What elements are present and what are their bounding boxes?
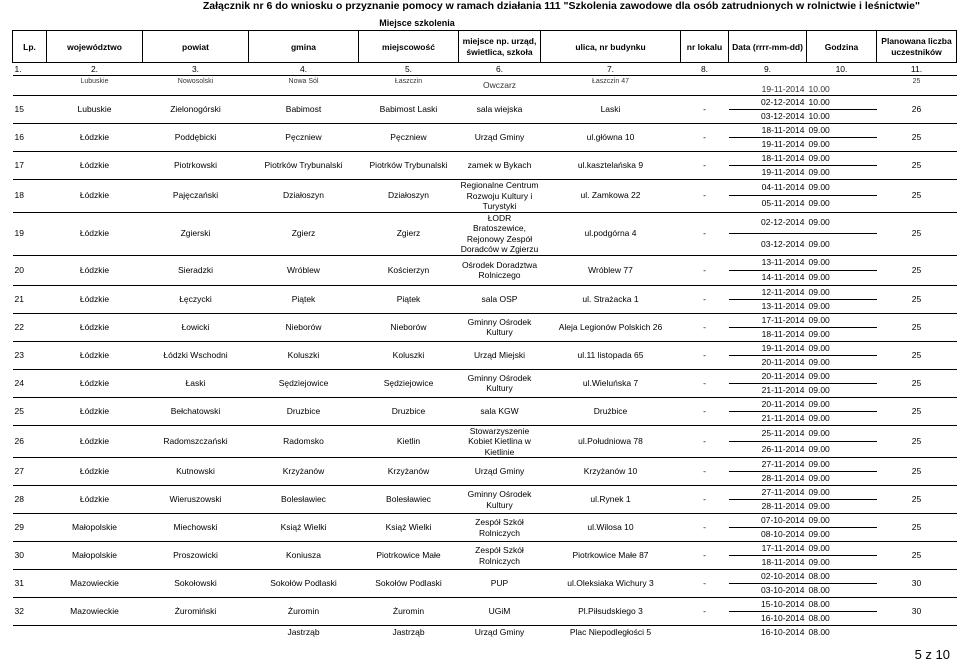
row-miejscowosc: Sokołów Podlaski bbox=[359, 570, 459, 598]
row-miejsce: sala OSP bbox=[459, 285, 541, 313]
row-ulica: Pl.Piłsudskiego 3 bbox=[541, 598, 681, 626]
row-time-1: 10.00 bbox=[807, 96, 877, 110]
row-miejscowosc: Książ Wielki bbox=[359, 514, 459, 542]
row-wojewodztwo: Mazowieckie bbox=[47, 570, 143, 598]
row-date-1: 07-10-2014 bbox=[729, 514, 807, 528]
row-lokal: - bbox=[681, 542, 729, 570]
colnum-4: 4. bbox=[249, 63, 359, 76]
table-row bbox=[13, 285, 957, 299]
row-time-1: 09.00 bbox=[807, 397, 877, 411]
last-date: 16-10-2014 bbox=[761, 626, 805, 637]
row-time-1: 09.00 bbox=[807, 124, 877, 138]
row-time-2: 08.00 bbox=[807, 612, 877, 626]
colnum-5: 5. bbox=[359, 63, 459, 76]
row-time-2: 09.00 bbox=[807, 234, 877, 256]
row-time-1: 09.00 bbox=[807, 514, 877, 528]
row-wojewodztwo: Łódzkie bbox=[47, 341, 143, 369]
header-liczba: Planowana liczba uczestników bbox=[877, 31, 957, 63]
header-wojewodztwo: województwo bbox=[47, 31, 143, 63]
row-ulica: ul. Strażacka 1 bbox=[541, 285, 681, 313]
row-time-1: 09.00 bbox=[807, 212, 877, 234]
row-miejsce: Ośrodek Doradztwa Rolniczego bbox=[459, 255, 541, 285]
row-ulica: ul.11 listopada 65 bbox=[541, 341, 681, 369]
row-time-2: 09.00 bbox=[807, 355, 877, 369]
row-date-2: 28-11-2014 bbox=[729, 472, 807, 486]
row-wojewodztwo: Mazowieckie bbox=[47, 598, 143, 626]
row-gmina: Koniusza bbox=[249, 542, 359, 570]
row-ulica: Laski bbox=[541, 96, 681, 124]
row-time-2: 08.00 bbox=[807, 584, 877, 598]
row-count: 25 bbox=[877, 425, 957, 458]
header-godzina: Godzina bbox=[807, 31, 877, 63]
row-wojewodztwo: Lubuskie bbox=[47, 96, 143, 124]
row-date-2: 03-12-2014 bbox=[729, 234, 807, 256]
row-date-2: 08-10-2014 bbox=[729, 528, 807, 542]
row-wojewodztwo: Łódzkie bbox=[47, 458, 143, 486]
row-lp: 20 bbox=[13, 255, 47, 285]
row-date-1: 04-11-2014 bbox=[729, 180, 807, 196]
colnum-11: 11. bbox=[877, 63, 957, 76]
table-row-last bbox=[13, 626, 957, 639]
row-miejsce: PUP bbox=[459, 570, 541, 598]
row-gmina: Piotrków Trybunalski bbox=[249, 152, 359, 180]
row-ulica: ul.główna 10 bbox=[541, 124, 681, 152]
row-lp: 28 bbox=[13, 486, 47, 514]
row-date-1: 02-12-2014 bbox=[729, 96, 807, 110]
row-gmina: Bolesławiec bbox=[249, 486, 359, 514]
row-time-2: 09.00 bbox=[807, 528, 877, 542]
row-lp: 31 bbox=[13, 570, 47, 598]
row-powiat: Zielonogórski bbox=[143, 96, 249, 124]
row-date-2: 18-11-2014 bbox=[729, 556, 807, 570]
partial-table-row bbox=[13, 76, 957, 96]
row-wojewodztwo: Łódzkie bbox=[47, 397, 143, 425]
row-miejscowosc: Kietlin bbox=[359, 425, 459, 458]
row-gmina: Wróblew bbox=[249, 255, 359, 285]
row-powiat: Wieruszowski bbox=[143, 486, 249, 514]
row-time-1: 09.00 bbox=[807, 313, 877, 327]
row-time-1: 09.00 bbox=[807, 341, 877, 355]
row-date-2: 20-11-2014 bbox=[729, 355, 807, 369]
row-lokal: - bbox=[681, 486, 729, 514]
row-lp: 22 bbox=[13, 313, 47, 341]
row-date-2: 03-12-2014 bbox=[729, 110, 807, 124]
colnum-6: 6. bbox=[459, 63, 541, 76]
row-lp: 32 bbox=[13, 598, 47, 626]
row-time-2: 09.00 bbox=[807, 327, 877, 341]
last-miejsce: Urząd Gminy bbox=[474, 626, 525, 637]
row-time-2: 09.00 bbox=[807, 166, 877, 180]
row-powiat: Żuromiński bbox=[143, 598, 249, 626]
row-ulica: ul. Zamkowa 22 bbox=[541, 180, 681, 213]
row-count: 25 bbox=[877, 397, 957, 425]
row-powiat: Łowicki bbox=[143, 313, 249, 341]
row-wojewodztwo: Łódzkie bbox=[47, 212, 143, 255]
row-gmina: Krzyżanów bbox=[249, 458, 359, 486]
table-row bbox=[13, 313, 957, 327]
row-count: 25 bbox=[877, 285, 957, 313]
row-wojewodztwo: Łódzkie bbox=[47, 285, 143, 313]
row-gmina: Działoszyn bbox=[249, 180, 359, 213]
row-miejsce: Zespół Szkół Rolniczych bbox=[459, 514, 541, 542]
table-row bbox=[13, 397, 957, 411]
row-gmina: Koluszki bbox=[249, 341, 359, 369]
table-row bbox=[13, 152, 957, 166]
last-miejscowosc: Jastrząb bbox=[392, 626, 425, 637]
table-row bbox=[13, 514, 957, 528]
row-count: 25 bbox=[877, 124, 957, 152]
header-row bbox=[13, 31, 957, 63]
row-miejsce: Gminny Ośrodek Kultury bbox=[459, 313, 541, 341]
row-count: 30 bbox=[877, 598, 957, 626]
row-gmina: Babimost bbox=[249, 96, 359, 124]
partial-miejscowosc: Łaszczin bbox=[359, 76, 459, 96]
row-date-1: 17-11-2014 bbox=[729, 313, 807, 327]
row-miejscowosc: Kościerzyn bbox=[359, 255, 459, 285]
row-count: 30 bbox=[877, 570, 957, 598]
row-time-2: 09.00 bbox=[807, 138, 877, 152]
row-date-2: 21-11-2014 bbox=[729, 411, 807, 425]
row-ulica: ul.Oleksiaka Wichury 3 bbox=[541, 570, 681, 598]
row-powiat: Łaski bbox=[143, 369, 249, 397]
row-date-1: 27-11-2014 bbox=[729, 486, 807, 500]
row-time-1: 09.00 bbox=[807, 255, 877, 270]
row-miejsce: ŁODR Bratoszewice, Rejonowy Zespół Doradców w Zgierzu bbox=[459, 212, 541, 255]
row-date-1: 20-11-2014 bbox=[729, 369, 807, 383]
table-row bbox=[13, 542, 957, 556]
row-lokal: - bbox=[681, 212, 729, 255]
row-count: 25 bbox=[877, 212, 957, 255]
row-lokal: - bbox=[681, 598, 729, 626]
partial-ulica: Łaszczin 47 bbox=[541, 76, 681, 96]
row-lp: 15 bbox=[13, 96, 47, 124]
row-count: 25 bbox=[877, 486, 957, 514]
row-date-2: 13-11-2014 bbox=[729, 299, 807, 313]
row-wojewodztwo: Łódzkie bbox=[47, 313, 143, 341]
row-miejsce: Gminny Ośrodek Kultury bbox=[459, 369, 541, 397]
row-lokal: - bbox=[681, 180, 729, 213]
colnum-1: 1. bbox=[13, 63, 47, 76]
row-miejsce: Urząd Gminy bbox=[459, 458, 541, 486]
row-lokal: - bbox=[681, 124, 729, 152]
row-wojewodztwo: Łódzkie bbox=[47, 369, 143, 397]
row-count: 25 bbox=[877, 313, 957, 341]
last-gmina: Jastrząb bbox=[287, 626, 320, 637]
row-powiat: Sieradzki bbox=[143, 255, 249, 285]
row-lokal: - bbox=[681, 425, 729, 458]
row-time-2: 09.00 bbox=[807, 472, 877, 486]
table-row bbox=[13, 212, 957, 234]
table-row bbox=[13, 180, 957, 196]
row-lokal: - bbox=[681, 369, 729, 397]
colnum-2: 2. bbox=[47, 63, 143, 76]
row-miejscowosc: Bolesławiec bbox=[359, 486, 459, 514]
row-lp: 21 bbox=[13, 285, 47, 313]
row-miejscowosc: Działoszyn bbox=[359, 180, 459, 213]
row-date-1: 19-11-2014 bbox=[729, 341, 807, 355]
schedule-table-wrapper bbox=[12, 30, 956, 639]
row-lokal: - bbox=[681, 341, 729, 369]
colnum-9: 9. bbox=[729, 63, 807, 76]
row-gmina: Sędziejowice bbox=[249, 369, 359, 397]
row-date-1: 02-10-2014 bbox=[729, 570, 807, 584]
row-time-2: 09.00 bbox=[807, 270, 877, 285]
row-miejsce: zamek w Bykach bbox=[459, 152, 541, 180]
header-lokal: nr lokalu bbox=[681, 31, 729, 63]
row-lokal: - bbox=[681, 152, 729, 180]
row-count: 25 bbox=[877, 514, 957, 542]
partial-time: 10.00 bbox=[807, 76, 877, 96]
row-powiat: Sokołowski bbox=[143, 570, 249, 598]
row-time-2: 09.00 bbox=[807, 556, 877, 570]
row-time-2: 09.00 bbox=[807, 411, 877, 425]
row-count: 25 bbox=[877, 369, 957, 397]
row-date-1: 02-12-2014 bbox=[729, 212, 807, 234]
row-date-1: 25-11-2014 bbox=[729, 425, 807, 441]
row-lp: 27 bbox=[13, 458, 47, 486]
row-time-2: 09.00 bbox=[807, 383, 877, 397]
colnum-3: 3. bbox=[143, 63, 249, 76]
row-miejscowosc: Piotrkowice Małe bbox=[359, 542, 459, 570]
table-row bbox=[13, 255, 957, 270]
partial-gmina: Nowa Sól bbox=[249, 76, 359, 96]
row-date-1: 13-11-2014 bbox=[729, 255, 807, 270]
document-title: Załącznik nr 6 do wniosku o przyznanie pomocy w ramach działania 111 "Szkolenia zawodowe dla osób zatrudnionych w rolnictwie i leśnictwie" bbox=[202, 0, 920, 12]
row-ulica: ul.Wilosa 10 bbox=[541, 514, 681, 542]
row-miejscowosc: Krzyżanów bbox=[359, 458, 459, 486]
row-date-2: 14-11-2014 bbox=[729, 270, 807, 285]
row-miejsce: UGiM bbox=[459, 598, 541, 626]
row-count: 25 bbox=[877, 341, 957, 369]
row-date-1: 18-11-2014 bbox=[729, 152, 807, 166]
row-miejscowosc: Pęczniew bbox=[359, 124, 459, 152]
row-powiat: Kutnowski bbox=[143, 458, 249, 486]
row-lp: 30 bbox=[13, 542, 47, 570]
row-date-1: 12-11-2014 bbox=[729, 285, 807, 299]
header-group-label: Miejsce szkolenia bbox=[379, 18, 455, 28]
row-lp: 18 bbox=[13, 180, 47, 213]
row-gmina: Druzbice bbox=[249, 397, 359, 425]
row-lp: 16 bbox=[13, 124, 47, 152]
table-row bbox=[13, 124, 957, 138]
table-row bbox=[13, 486, 957, 500]
schedule-table bbox=[12, 30, 957, 639]
row-time-1: 09.00 bbox=[807, 285, 877, 299]
row-miejsce: Stowarzyszenie Kobiet Kietlina w Kietlinie bbox=[459, 425, 541, 458]
row-time-2: 10.00 bbox=[807, 110, 877, 124]
row-gmina: Radomsko bbox=[249, 425, 359, 458]
row-ulica: Aleja Legionów Polskich 26 bbox=[541, 313, 681, 341]
row-lokal: - bbox=[681, 514, 729, 542]
row-miejscowosc: Żuromin bbox=[359, 598, 459, 626]
row-wojewodztwo: Łódzkie bbox=[47, 152, 143, 180]
row-powiat: Poddębicki bbox=[143, 124, 249, 152]
colnum-10: 10. bbox=[807, 63, 877, 76]
row-lp: 17 bbox=[13, 152, 47, 180]
row-powiat: Łódzki Wschodni bbox=[143, 341, 249, 369]
row-miejscowosc: Piątek bbox=[359, 285, 459, 313]
row-miejscowosc: Druzbice bbox=[359, 397, 459, 425]
row-lokal: - bbox=[681, 458, 729, 486]
row-date-2: 28-11-2014 bbox=[729, 500, 807, 514]
table-body bbox=[13, 76, 957, 639]
row-miejsce: sala wiejska bbox=[459, 96, 541, 124]
header-gmina: gmina bbox=[249, 31, 359, 63]
row-count: 25 bbox=[877, 255, 957, 285]
table-row bbox=[13, 598, 957, 612]
row-powiat: Miechowski bbox=[143, 514, 249, 542]
row-wojewodztwo: Łódzkie bbox=[47, 255, 143, 285]
partial-date: 19-11-2014 bbox=[729, 76, 807, 96]
row-ulica: ul.kasztelańska 9 bbox=[541, 152, 681, 180]
row-powiat: Bełchatowski bbox=[143, 397, 249, 425]
header-ulica: ulica, nr budynku bbox=[541, 31, 681, 63]
header-miejscowosc: miejscowość bbox=[359, 31, 459, 63]
row-time-1: 09.00 bbox=[807, 486, 877, 500]
row-wojewodztwo: Małopolskie bbox=[47, 542, 143, 570]
row-lokal: - bbox=[681, 313, 729, 341]
row-date-1: 18-11-2014 bbox=[729, 124, 807, 138]
row-date-2: 05-11-2014 bbox=[729, 196, 807, 212]
row-date-2: 03-10-2014 bbox=[729, 584, 807, 598]
row-count: 26 bbox=[877, 96, 957, 124]
row-miejsce: Urząd Gminy bbox=[459, 124, 541, 152]
row-date-1: 15-10-2014 bbox=[729, 598, 807, 612]
row-gmina: Sokołów Podlaski bbox=[249, 570, 359, 598]
row-miejscowosc: Nieborów bbox=[359, 313, 459, 341]
row-date-1: 27-11-2014 bbox=[729, 458, 807, 472]
row-date-2: 16-10-2014 bbox=[729, 612, 807, 626]
row-powiat: Zgierski bbox=[143, 212, 249, 255]
row-powiat: Radomszczański bbox=[143, 425, 249, 458]
row-time-1: 08.00 bbox=[807, 570, 877, 584]
column-number-row bbox=[13, 63, 957, 76]
row-time-1: 09.00 bbox=[807, 369, 877, 383]
row-lp: 26 bbox=[13, 425, 47, 458]
partial-powiat: Nowosolski bbox=[143, 76, 249, 96]
row-ulica: ul.podgórna 4 bbox=[541, 212, 681, 255]
row-count: 25 bbox=[877, 180, 957, 213]
row-date-1: 17-11-2014 bbox=[729, 542, 807, 556]
row-ulica: ul.Rynek 1 bbox=[541, 486, 681, 514]
row-date-2: 19-11-2014 bbox=[729, 138, 807, 152]
row-ulica: Drużbice bbox=[541, 397, 681, 425]
table-row bbox=[13, 425, 957, 441]
row-powiat: Piotrkowski bbox=[143, 152, 249, 180]
colnum-8: 8. bbox=[681, 63, 729, 76]
row-lp: 24 bbox=[13, 369, 47, 397]
row-miejsce: Regionalne Centrum Rozwoju Kultury i Turystyki bbox=[459, 180, 541, 213]
row-powiat: Proszowicki bbox=[143, 542, 249, 570]
row-date-2: 26-11-2014 bbox=[729, 441, 807, 457]
row-time-2: 09.00 bbox=[807, 500, 877, 514]
row-miejscowosc: Zgierz bbox=[359, 212, 459, 255]
header-lp: Lp. bbox=[13, 31, 47, 63]
partial-woj: Lubuskie bbox=[47, 76, 143, 96]
row-time-1: 09.00 bbox=[807, 458, 877, 472]
row-lokal: - bbox=[681, 255, 729, 285]
table-row bbox=[13, 369, 957, 383]
row-date-2: 21-11-2014 bbox=[729, 383, 807, 397]
header-data: Data (rrrr-mm-dd) bbox=[729, 31, 807, 63]
table-row bbox=[13, 458, 957, 472]
row-gmina: Żuromin bbox=[249, 598, 359, 626]
row-time-2: 09.00 bbox=[807, 441, 877, 457]
row-wojewodztwo: Łódzkie bbox=[47, 124, 143, 152]
row-ulica: Piotrkowice Małe 87 bbox=[541, 542, 681, 570]
table-row bbox=[13, 570, 957, 584]
row-lokal: - bbox=[681, 285, 729, 313]
row-time-1: 09.00 bbox=[807, 542, 877, 556]
row-lokal: - bbox=[681, 570, 729, 598]
row-lp: 19 bbox=[13, 212, 47, 255]
row-miejsce: Urząd Miejski bbox=[459, 341, 541, 369]
row-date-2: 19-11-2014 bbox=[729, 166, 807, 180]
row-gmina: Nieborów bbox=[249, 313, 359, 341]
row-time-2: 09.00 bbox=[807, 299, 877, 313]
row-powiat: Łęczycki bbox=[143, 285, 249, 313]
row-miejscowosc: Piotrków Trybunalski bbox=[359, 152, 459, 180]
row-gmina: Zgierz bbox=[249, 212, 359, 255]
row-count: 25 bbox=[877, 458, 957, 486]
row-ulica: Wróblew 77 bbox=[541, 255, 681, 285]
row-wojewodztwo: Łódzkie bbox=[47, 486, 143, 514]
row-gmina: Pęczniew bbox=[249, 124, 359, 152]
row-powiat: Pajęczański bbox=[143, 180, 249, 213]
row-time-1: 09.00 bbox=[807, 180, 877, 196]
row-lp: 25 bbox=[13, 397, 47, 425]
row-count: 25 bbox=[877, 542, 957, 570]
row-miejsce: Zespół Szkół Rolniczych bbox=[459, 542, 541, 570]
colnum-7: 7. bbox=[541, 63, 681, 76]
row-time-1: 09.00 bbox=[807, 425, 877, 441]
row-ulica: ul.Południowa 78 bbox=[541, 425, 681, 458]
row-miejsce: Gminny Ośrodek Kultury bbox=[459, 486, 541, 514]
header-miejsce: miejsce np. urząd, świetlica, szkoła bbox=[459, 31, 541, 63]
row-date-1: 20-11-2014 bbox=[729, 397, 807, 411]
partial-miejsce: Owczarz bbox=[459, 76, 541, 96]
row-gmina: Książ Wielki bbox=[249, 514, 359, 542]
row-count: 25 bbox=[877, 152, 957, 180]
row-time-2: 09.00 bbox=[807, 196, 877, 212]
row-wojewodztwo: Łódzkie bbox=[47, 425, 143, 458]
row-miejscowosc: Babimost Laski bbox=[359, 96, 459, 124]
table-row bbox=[13, 341, 957, 355]
row-ulica: ul.Wieluńska 7 bbox=[541, 369, 681, 397]
row-lp: 23 bbox=[13, 341, 47, 369]
row-wojewodztwo: Małopolskie bbox=[47, 514, 143, 542]
partial-count: 25 bbox=[877, 76, 957, 96]
last-time: 08.00 bbox=[808, 626, 830, 637]
page-number: 5 z 10 bbox=[914, 647, 950, 662]
table-row bbox=[13, 96, 957, 110]
header-powiat: powiat bbox=[143, 31, 249, 63]
row-miejscowosc: Sędziejowice bbox=[359, 369, 459, 397]
row-time-1: 08.00 bbox=[807, 598, 877, 612]
row-miejscowosc: Koluszki bbox=[359, 341, 459, 369]
row-lp: 29 bbox=[13, 514, 47, 542]
row-lokal: - bbox=[681, 397, 729, 425]
row-ulica: Krzyżanów 10 bbox=[541, 458, 681, 486]
row-miejsce: sala KGW bbox=[459, 397, 541, 425]
row-lokal: - bbox=[681, 96, 729, 124]
last-ulica: Plac Niepodległości 5 bbox=[569, 626, 652, 637]
row-time-1: 09.00 bbox=[807, 152, 877, 166]
row-gmina: Piątek bbox=[249, 285, 359, 313]
row-date-2: 18-11-2014 bbox=[729, 327, 807, 341]
row-wojewodztwo: Łódzkie bbox=[47, 180, 143, 213]
